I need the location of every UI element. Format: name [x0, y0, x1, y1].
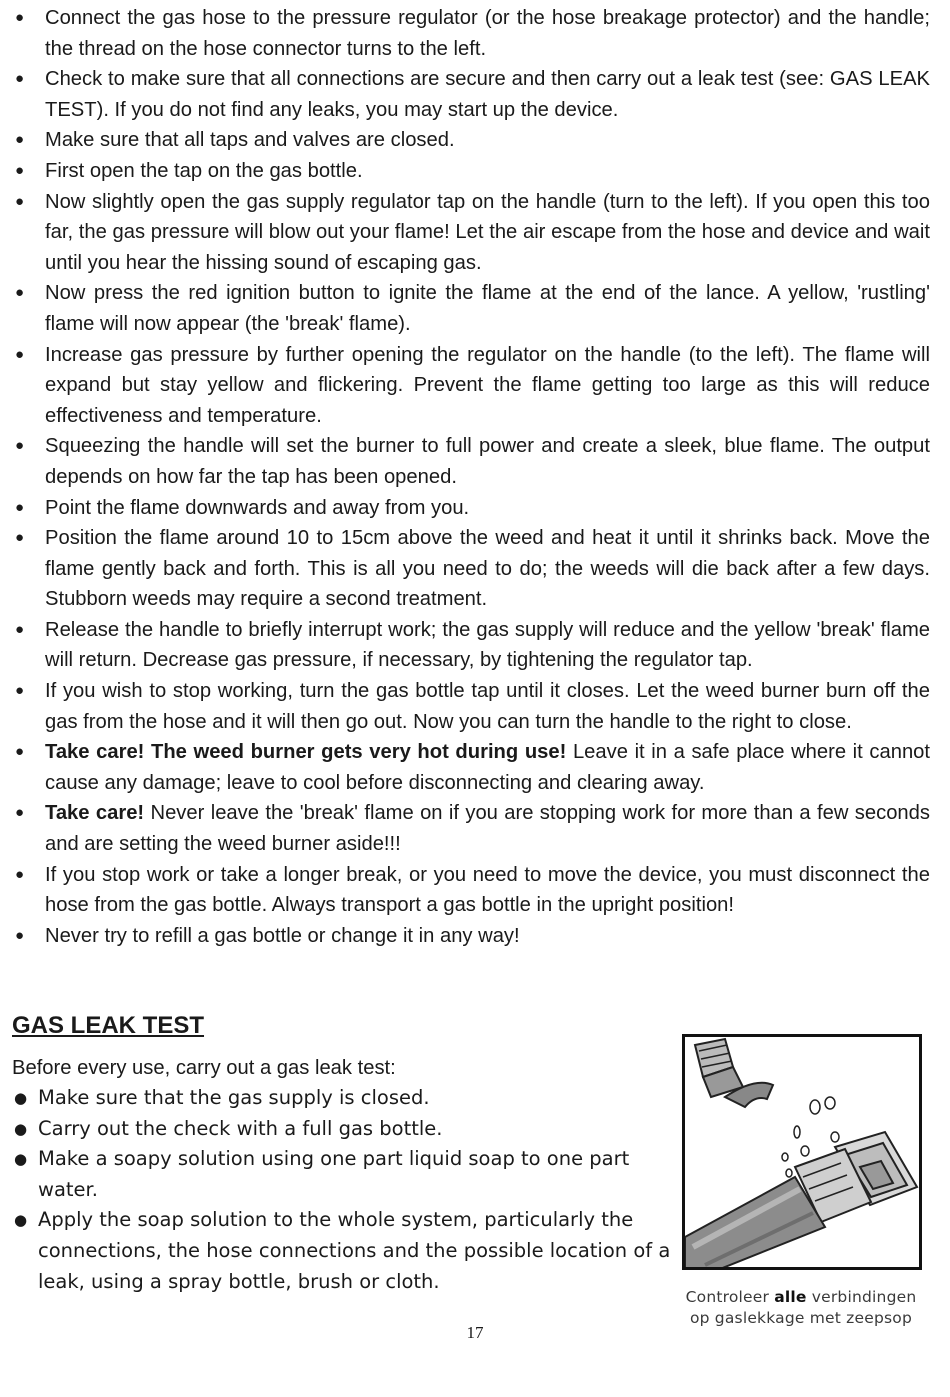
bullet-icon: ● [15, 620, 25, 638]
bullet-icon: ● [15, 161, 25, 179]
caption-text: op gaslekkage met zeepsop [689, 1309, 913, 1327]
item-text: Never leave the 'break' flame on if you are stopping work for more than a few seconds and are setting the weed burner aside!!! [45, 802, 930, 856]
page-number: 17 [466, 1323, 484, 1342]
item-text: Release the handle to briefly interrupt work; the gas supply will reduce and the yellow 'break' flame will return. Decrease gas pressure, if necessary, by tightening the regulator tap. [45, 618, 930, 672]
caption-emphasis: alle [774, 1288, 807, 1306]
list-item [12, 1083, 672, 1114]
hose-connector-drawing [685, 1037, 919, 1267]
list-item [12, 615, 930, 676]
step-text: Make a soapy solution using one part liquid soap to one part water. [38, 1147, 630, 1201]
item-text: Squeezing the handle will set the burner to full power and create a sleek, blue flame. The output depends on how far the tap has been opened. [45, 435, 930, 488]
operating-instructions-list [12, 3, 930, 951]
bullet-icon: ● [14, 1119, 28, 1138]
list-item [12, 156, 930, 187]
item-text: Now slightly open the gas supply regulator tap on the handle (turn to the left). If you open this too far, the gas pressure will blow out your flame! Let the air escape from the hose and device and wait until you hear the hissing sound of escaping gas. [45, 190, 930, 274]
list-item [12, 340, 930, 432]
list-item [12, 1205, 672, 1297]
list-item [12, 125, 930, 156]
bullet-icon: ● [15, 498, 25, 516]
item-text: Position the flame around 10 to 15cm above the weed and heat it until it shrinks back. Move the flame gently back and forth. This is all you need to do; the weeds will die back after a few days. Stubborn weeds may require a second treatment. [45, 527, 930, 611]
item-text: Check to make sure that all connections are secure and then carry out a leak test (see: GAS LEAK TEST). If you do not find any leaks, you may start up the device. [45, 68, 930, 121]
list-item [12, 278, 930, 339]
item-text: Increase gas pressure by further opening the regulator on the handle (to the left). The flame will expand but stay yellow and flickering. Prevent the flame getting too large as this will reduce effectiveness and temperature. [45, 343, 930, 427]
list-item [12, 3, 930, 64]
step-text: Carry out the check with a full gas bottle. [38, 1116, 443, 1140]
list-item [12, 431, 930, 492]
item-text: Point the flame downwards and away from you. [45, 496, 470, 519]
item-text: First open the tap on the gas bottle. [45, 159, 363, 182]
caption-text: Controleer [685, 1288, 775, 1306]
list-item [12, 737, 930, 798]
item-emphasis: Take care! [45, 802, 145, 825]
bullet-icon: ● [15, 192, 25, 210]
bullet-icon: ● [15, 437, 25, 455]
list-item [12, 676, 930, 737]
leak-test-intro: Before every use, carry out a gas leak test: [12, 1057, 396, 1079]
step-text: Make sure that the gas supply is closed. [38, 1086, 430, 1109]
list-item [12, 523, 930, 615]
bullet-icon: ● [15, 345, 25, 363]
bullet-icon: ● [15, 804, 25, 822]
item-emphasis: Take care! The weed burner gets very hot during use! [45, 741, 567, 764]
item-text: If you wish to stop working, turn the gas bottle tap until it closes. Let the weed burner burn off the gas from the hose and it will then go out. Now you can turn the handle to the right to close. [45, 680, 930, 733]
bullet-icon: ● [14, 1211, 28, 1230]
item-text: Now press the red ignition button to ignite the flame at the end of the lance. A yellow, 'rustling' flame will now appear (the 'break' flame). [45, 282, 930, 335]
item-text: Never try to refill a gas bottle or change it in any way! [45, 924, 520, 947]
bullet-icon: ● [15, 682, 25, 700]
section-title: GAS LEAK TEST [12, 1012, 205, 1039]
bullet-icon: ● [15, 9, 25, 26]
bullet-icon: ● [15, 743, 25, 761]
bullet-icon: ● [15, 70, 25, 88]
list-item [12, 921, 930, 952]
list-item [12, 798, 930, 859]
leak-test-steps [12, 1083, 672, 1297]
item-text: Connect the gas hose to the pressure regulator (or the hose breakage protector) and the handle; the thread on the hose connector turns to the left. [45, 7, 930, 60]
list-item [12, 1114, 672, 1145]
bullet-icon: ● [15, 865, 25, 883]
item-text: Make sure that all taps and valves are closed. [45, 129, 455, 152]
list-item [12, 493, 930, 524]
list-item [12, 187, 930, 279]
bullet-icon: ● [14, 1150, 28, 1169]
list-item [12, 860, 930, 921]
item-text: Leave it in a safe place where it cannot cause any damage; leave to cool before disconnecting and clearing away. [45, 741, 931, 794]
bullet-icon: ● [15, 131, 25, 149]
bullet-icon: ● [15, 529, 25, 547]
list-item [12, 1144, 672, 1205]
bullet-icon: ● [15, 284, 25, 302]
item-text: If you stop work or take a longer break, or you need to move the device, you must disconnect the hose from the gas bottle. Always transport a gas bottle in the upright position! [45, 863, 930, 917]
caption-text: verbindingen [806, 1288, 917, 1306]
bullet-icon: ● [15, 926, 25, 944]
leak-test-illustration [682, 1034, 922, 1270]
illustration-caption [676, 1287, 926, 1329]
bullet-icon: ● [14, 1089, 28, 1107]
list-item [12, 64, 930, 125]
step-text: Apply the soap solution to the whole system, particularly the connections, the hose connections and the possible location of a leak, using a spray bottle, brush or cloth. [38, 1208, 671, 1293]
